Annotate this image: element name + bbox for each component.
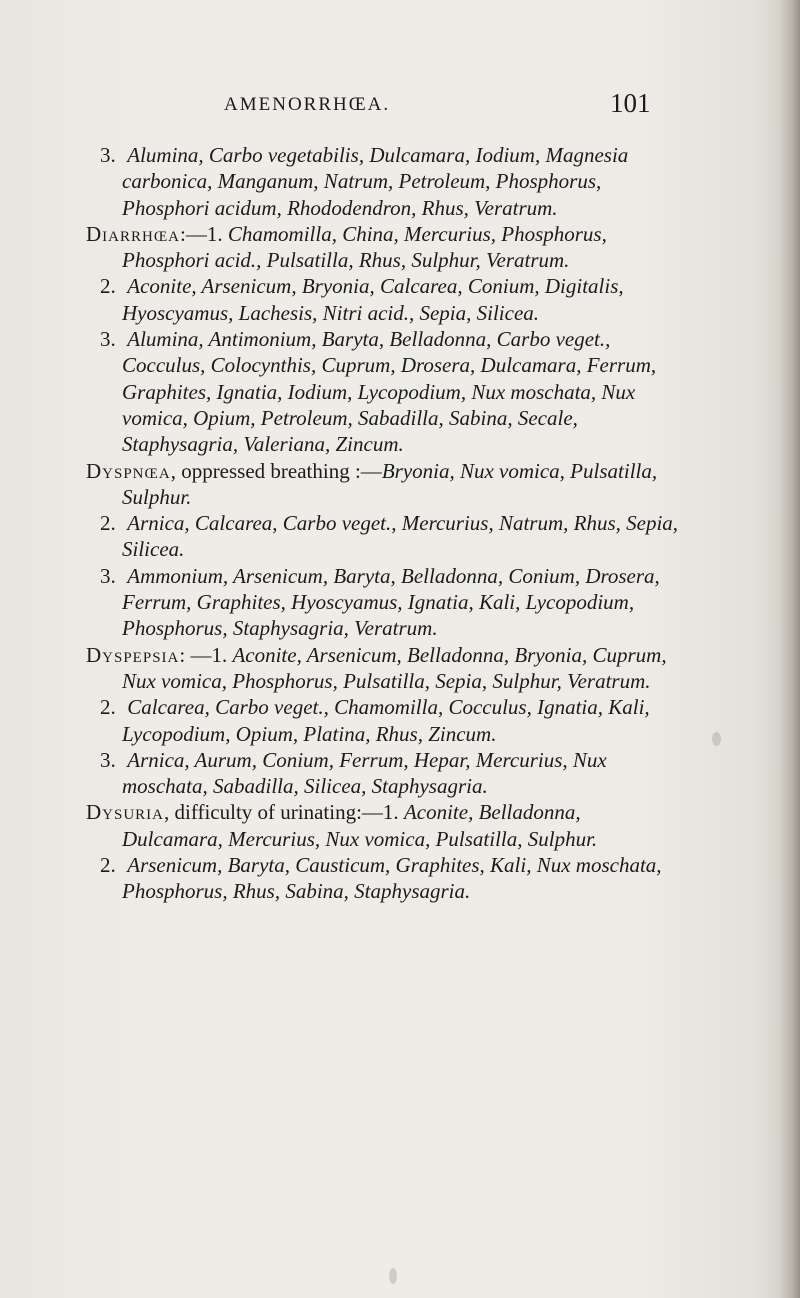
remedy-grade bbox=[86, 510, 686, 563]
grade-number: 2. bbox=[100, 511, 116, 536]
remedy-list: Aconite, Arsenicum, Belladonna, Bryonia, Cuprum, Nux vomica, Phosphorus, Pulsatilla, Sepia, Sulphur, Veratrum. bbox=[122, 642, 667, 693]
body-text bbox=[86, 142, 686, 905]
remedy-grade bbox=[86, 563, 686, 642]
grade-number: 2. bbox=[100, 274, 116, 299]
remedy-grade bbox=[86, 326, 686, 457]
page-number: 101 bbox=[610, 88, 651, 118]
ink-blot bbox=[712, 732, 721, 746]
remedy-list: Aconite, Arsenicum, Bryonia, Calcarea, Conium, Digitalis, Hyoscyamus, Lachesis, Nitri acid., Sepia, Silicea. bbox=[122, 274, 624, 325]
entry-lead: , difficulty of urinating:—1. bbox=[164, 800, 399, 825]
remedy-list: Chamomilla, China, Mercurius, Phosphorus, Phosphori acid., Pulsatilla, Rhus, Sulphur, Veratrum. bbox=[122, 221, 607, 273]
remedy-list: Arnica, Calcarea, Carbo veget., Mercurius, Natrum, Rhus, Sepia, Silicea. bbox=[122, 511, 679, 562]
remedy-list: Ammonium, Arsenicum, Baryta, Belladonna, Conium, Drosera, Ferrum, Graphites, Hyoscyamus, Ignatia, Kali, Lycopodium, Phosphorus, Staphysagria, Veratrum. bbox=[122, 563, 660, 641]
remedy-list: Arsenicum, Baryta, Causticum, Graphites, Kali, Nux moschata, Phosphorus, Rhus, Sabina, Staphysagria. bbox=[122, 853, 662, 904]
remedy-grade bbox=[86, 694, 686, 747]
remedy-grade bbox=[86, 273, 686, 326]
entry-dyspepsia bbox=[86, 642, 686, 695]
grade-number: 3. bbox=[100, 143, 116, 167]
entry-term: Dysuria bbox=[86, 800, 165, 825]
ink-blot bbox=[389, 1268, 397, 1284]
entry-diarrhoea bbox=[86, 221, 686, 274]
remedy-grade bbox=[86, 852, 686, 905]
remedy-list: Aconite, Belladonna, Dulcamara, Mercurius, Nux vomica, Pulsatilla, Sulphur. bbox=[122, 800, 598, 851]
entry-lead: , oppressed breathing :— bbox=[170, 458, 382, 483]
remedy-list: Bryonia, Nux vomica, Pulsatilla, Sulphur. bbox=[122, 458, 658, 509]
remedy-list: Arnica, Aurum, Conium, Ferrum, Hepar, Mercurius, Nux moschata, Sabadilla, Silicea, Staphysagria. bbox=[122, 747, 607, 799]
page-header bbox=[0, 88, 800, 124]
remedy-grade bbox=[86, 747, 686, 800]
page-edge-shadow bbox=[778, 0, 800, 1298]
entry-term: Dyspepsia bbox=[86, 642, 180, 667]
remedy-list: Calcarea, Carbo veget., Chamomilla, Cocculus, Ignatia, Kali, Lycopodium, Opium, Platina, Rhus, Zincum. bbox=[122, 695, 650, 746]
entry-term: Diarrhœa bbox=[86, 221, 181, 246]
entry-term: Dyspnœa bbox=[86, 458, 171, 483]
grade-number: 3. bbox=[100, 563, 116, 588]
grade-number: 3. bbox=[100, 327, 116, 352]
remedy-grade bbox=[86, 142, 686, 221]
entry-dyspnoea bbox=[86, 458, 686, 511]
entry-lead: :—1. bbox=[180, 221, 223, 246]
grade-number: 3. bbox=[100, 747, 116, 772]
entry-dysuria bbox=[86, 799, 686, 852]
grade-number: 2. bbox=[100, 695, 116, 720]
remedy-list: Alumina, Antimonium, Baryta, Belladonna, Carbo veget., Cocculus, Colocynthis, Cuprum, Drosera, Dulcamara, Ferrum, Graphites, Ignatia, Iodium, Lycopodium, Nux moschata, Nux vomica, Opium, Petroleum, Sabadilla, Sabina, Secale, Staphysagria, Valeriana, Zincum. bbox=[122, 327, 657, 457]
entry-lead: : —1. bbox=[179, 642, 228, 667]
running-head: AMENORRHŒA. bbox=[224, 94, 391, 115]
grade-number: 2. bbox=[100, 853, 116, 878]
remedy-list: Alumina, Carbo vegetabilis, Dulcamara, Iodium, Magnesia carbonica, Manganum, Natrum, Petroleum, Phosphorus, Phosphori acidum, Rhododendron, Rhus, Veratrum. bbox=[122, 143, 629, 220]
